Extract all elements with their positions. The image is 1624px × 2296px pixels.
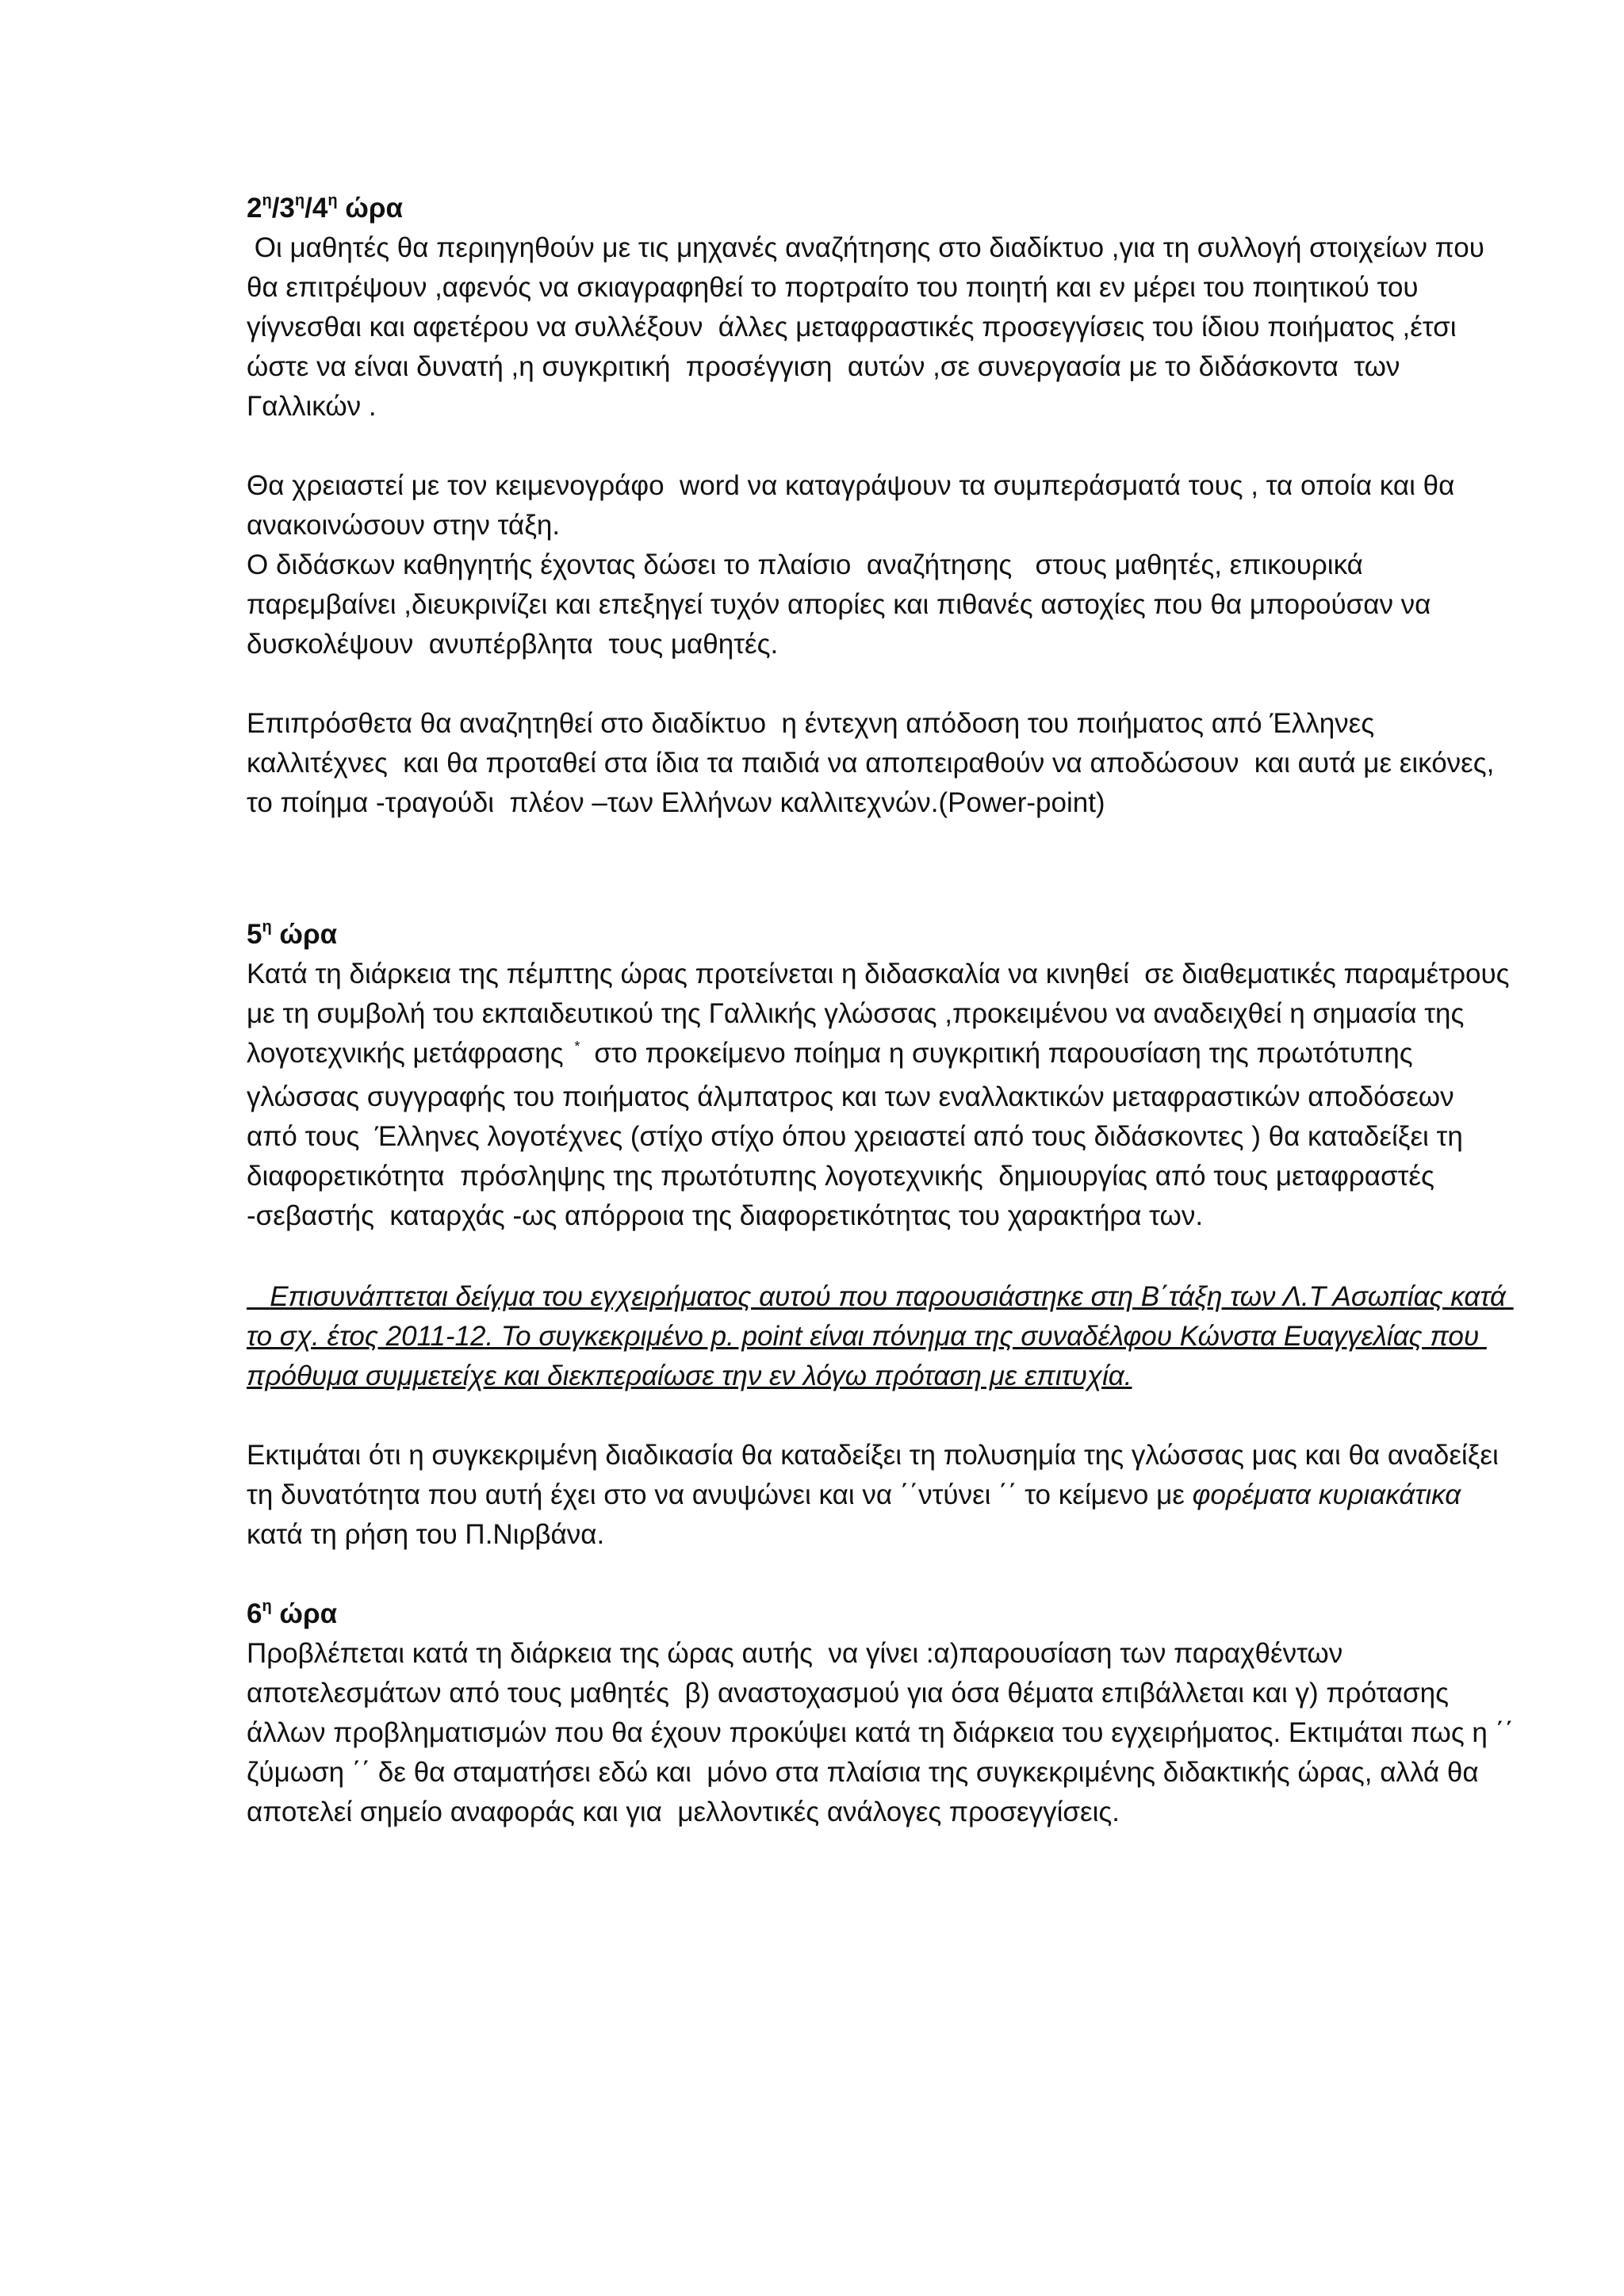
paragraph-word-processor: Θα χρειαστεί με τον κειμενογράφο word να καταγράψουν τα συμπεράσματά τους , τα οποία και θα ανακοινώσουν στην τάξη.: [247, 470, 1463, 541]
paragraph-presentation-results: Προβλέπεται κατά τη διάρκεια της ώρας αυτής να γίνει :α)παρουσίαση των παραχθέντων αποτελεσμάτων από τους μαθητές β) αναστοχασμού για όσα θέματα επιβάλλεται και γ) πρότασης άλλων προβληματισμών που θα έχουν προκύψει κατά τη διάρκεια του εγχειρήματος. Εκτιμάται πως η ΄΄ ζύμωση ΄΄ δε θα σταματήσει εδώ και μόνο στα πλαίσια της συγκεκριμένης διδακτικής ώρας, αλλά θα αποτελεί σημείο αναφοράς και για μελλοντικές ανάλογες προσεγγίσεις.: [247, 1638, 1522, 1827]
paragraph-polysemy: [247, 1436, 1515, 1555]
heading-superscript: η: [262, 1598, 272, 1616]
heading-superscript: η: [262, 918, 272, 936]
heading-word: ώρα: [345, 193, 403, 224]
section-heading-hour-5: [247, 915, 1515, 955]
paragraph-attached-sample: Επισυνάπτεται δείγμα του εγχειρήματος αυτού που παρουσιάστηκε στη Β΄τάξη των Λ.Τ Ασωπίας κατά το σχ. έτος 2011-12. Το συγκεκριμένο p. point είναι πόνημα της συναδέλφου Κώνστα Ευαγγελίας που πρόθυμα συμμετείχε και διεκπεραίωσε την εν λόγω πρόταση με επιτυχία.: [247, 1281, 1514, 1391]
paragraph-text: Εκτιμάται ότι η συγκεκριμένη διαδικασία θα καταδείξει τη πολυσημία της γλώσσας μας και θα αναδείξει τη δυνατότητα που αυτή έχει στο να ανυψώνει και να ΄΄ντύνει ΄΄ το κείμενο με: [247, 1440, 1507, 1510]
paragraph-text: Κατά τη διάρκεια της πέμπτης ώρας προτείνεται η διδασκαλία να κινηθεί σε διαθεματικές παραμέτρους με τη συμβολή του εκπαιδευτικού της Γαλλικής γλώσσας ,προκειμένου να αναδειχθεί η σημασία της λογοτεχνικής μετάφρασης: [247, 959, 1518, 1069]
heading-word: ώρα: [279, 1598, 338, 1629]
paragraph-text: στο προκείμενο ποίημα η συγκριτική παρουσίαση της πρωτότυπης γλώσσας συγγραφής του ποιήματος άλμπατρος και των εναλλακτικών μεταφραστικών αποδόσεων από τους Έλληνες λογοτέχνες (στίχο στίχο όπου χρειαστεί από τους διδάσκοντες ) θα καταδείξει τη διαφορετικότητα πρόσληψης της πρωτότυπης λογοτεχνικής δημιουργίας από τους μεταφραστές -σεβαστής καταρχάς -ως απόρροια της διαφορετικότητας του χαρακτήρα των.: [247, 1038, 1471, 1231]
section-heading-hours-2-3-4: $2^\eta/3^\eta/4^\eta$ ώρα: [247, 192, 403, 224]
paragraph-search-engines: Οι μαθητές θα περιηγηθούν με τις μηχανές αναζήτησης στο διαδίκτυο ,για τη συλλογή στοιχείων που θα επιτρέψουν ,αφενός να σκιαγραφηθεί το πορτραίτο του ποιητή και εν μέρει του ποιητικού του γίγνεσθαι και αφετέρου να συλλέξουν άλλες μεταφραστικές προσεγγίσεις του ίδιου ποιήματος ,έτσι ώστε να είναι δυνατή ,η συγκριτική προσέγγιση αυτών ,σε συνεργασία με το διδάσκοντα των Γαλλικών .: [247, 232, 1492, 422]
paragraph-interdisciplinary: [247, 955, 1518, 1236]
heading-superscript: η: [262, 192, 272, 210]
paragraph-teacher-role: Ο διδάσκων καθηγητής έχοντας δώσει το πλαίσιο αναζήτησης στους μαθητές, επικουρικά παρεμβαίνει ,διευκρινίζει και επεξηγεί τυχόν απορίες και πιθανές αστοχίες που θα μπορούσαν να δυσκολέψουν ανυπέρβλητα τους μαθητές.: [247, 549, 1439, 660]
heading-number: 5: [247, 919, 262, 950]
footnote-mark: *: [574, 1039, 580, 1054]
heading-number: 2: [247, 193, 262, 224]
heading-word: ώρα: [279, 919, 338, 950]
emphasis-text: φορέματα κυριακάτικα: [1192, 1479, 1461, 1510]
heading-number: 6: [247, 1598, 262, 1629]
heading-superscript: η: [294, 192, 305, 210]
document-body: [247, 189, 1522, 1832]
heading-number: 3: [279, 193, 295, 224]
paragraph-artistic-rendering: Επιπρόσθετα θα αναζητηθεί στο διαδίκτυο η έντεχνη απόδοση του ποιήματος από Έλληνες καλλιτέχνες και θα προταθεί στα ίδια τα παιδιά να αποπειραθούν να αποδώσουν και αυτά με εικόνες, το ποίημα -τραγούδι πλέον –των Ελλήνων καλλιτεχνών.(Power-point): [247, 708, 1503, 818]
section-heading-hour-6: [247, 1594, 1515, 1634]
heading-number: 4: [312, 193, 328, 224]
heading-superscript: η: [327, 192, 338, 210]
paragraph-text: κατά τη ρήση του Π.Νιρβάνα.: [247, 1479, 1469, 1550]
